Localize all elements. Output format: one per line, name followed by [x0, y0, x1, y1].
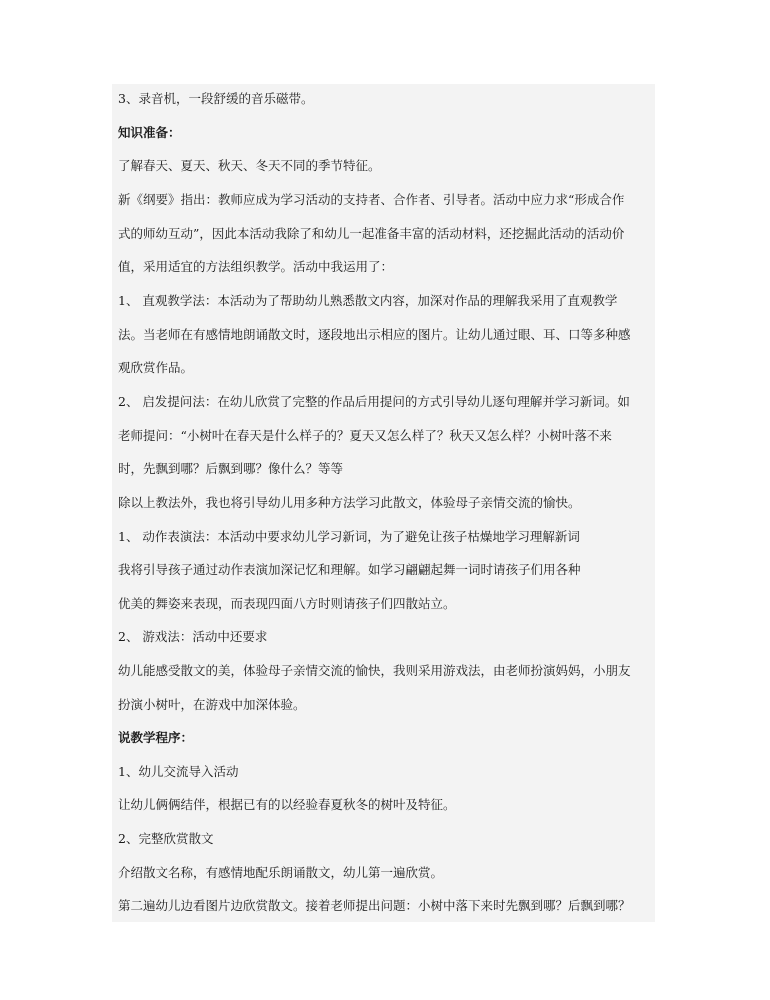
text-line: 新《纲要》指出：教师应成为学习活动的支持者、合作者、引导者。活动中应力求“形成合作: [118, 192, 625, 207]
text-line: 介绍散文名称，有感情地配乐朗诵散文，幼儿第一遍欣赏。: [118, 865, 444, 880]
text-line: 式的师幼互动”，因此本活动我除了和幼儿一起准备丰富的活动材料，还挖掘此活动的活动价: [118, 226, 625, 241]
text-line: 了解春天、夏天、秋天、冬天不同的季节特征。: [118, 158, 381, 173]
text-line: 值，采用适宜的方法组织教学。活动中我运用了：: [118, 259, 394, 274]
text-line: 除以上教法外，我也将引导幼儿用多种方法学习此散文，体验母子亲情交流的愉快。: [118, 495, 581, 510]
text-line: 扮演小树叶，在游戏中加深体验。: [118, 697, 306, 712]
section-heading: 知识准备：: [118, 125, 181, 140]
text-line: 2、 游戏法：活动中还要求: [118, 629, 268, 644]
text-line: 第二遍幼儿边看图片边欣赏散文。接着老师提出问题：小树中落下来时先飘到哪？后飘到哪？: [118, 898, 631, 913]
text-line: 优美的舞姿来表现，而表现四面八方时则请孩子们四散站立。: [118, 596, 456, 611]
text-line: 我将引导孩子通过动作表演加深记忆和理解。如学习翩翩起舞一词时请孩子们用各种: [118, 562, 581, 577]
text-line: 2、完整欣赏散文: [118, 831, 214, 846]
text-line: 3、录音机，一段舒缓的音乐磁带。: [118, 91, 314, 106]
text-line: 让幼儿俩俩结伴，根据已有的以经验春夏秋冬的树叶及特征。: [118, 797, 456, 812]
text-line: 1、 直观教学法：本活动为了帮助幼儿熟悉散文内容，加深对作品的理解我采用了直观教学: [118, 293, 618, 308]
text-line: 法。当老师在有感情地朗诵散文时，逐段地出示相应的图片。让幼儿通过眼、耳、口等多种感: [118, 327, 631, 342]
text-line: 1、幼儿交流导入活动: [118, 764, 239, 779]
section-heading: 说教学程序：: [118, 730, 194, 745]
text-line: 1、 动作表演法：本活动中要求幼儿学习新词，为了避免让孩子枯燥地学习理解新词: [118, 529, 580, 544]
text-line: 时，先飘到哪？后飘到哪？像什么？等等: [118, 461, 344, 476]
text-line: 老师提问：“小树叶在春天是什么样子的？夏天又怎么样了？秋天又怎么样？小树叶落不来: [118, 428, 612, 443]
text-line: 幼儿能感受散文的美，体验母子亲情交流的愉快，我则采用游戏法，由老师扮演妈妈，小朋友: [118, 663, 631, 678]
text-line: 观欣赏作品。: [118, 360, 194, 375]
text-line: 2、 启发提问法：在幼儿欣赏了完整的作品后用提问的方式引导幼儿逐句理解并学习新词。如: [118, 394, 630, 409]
